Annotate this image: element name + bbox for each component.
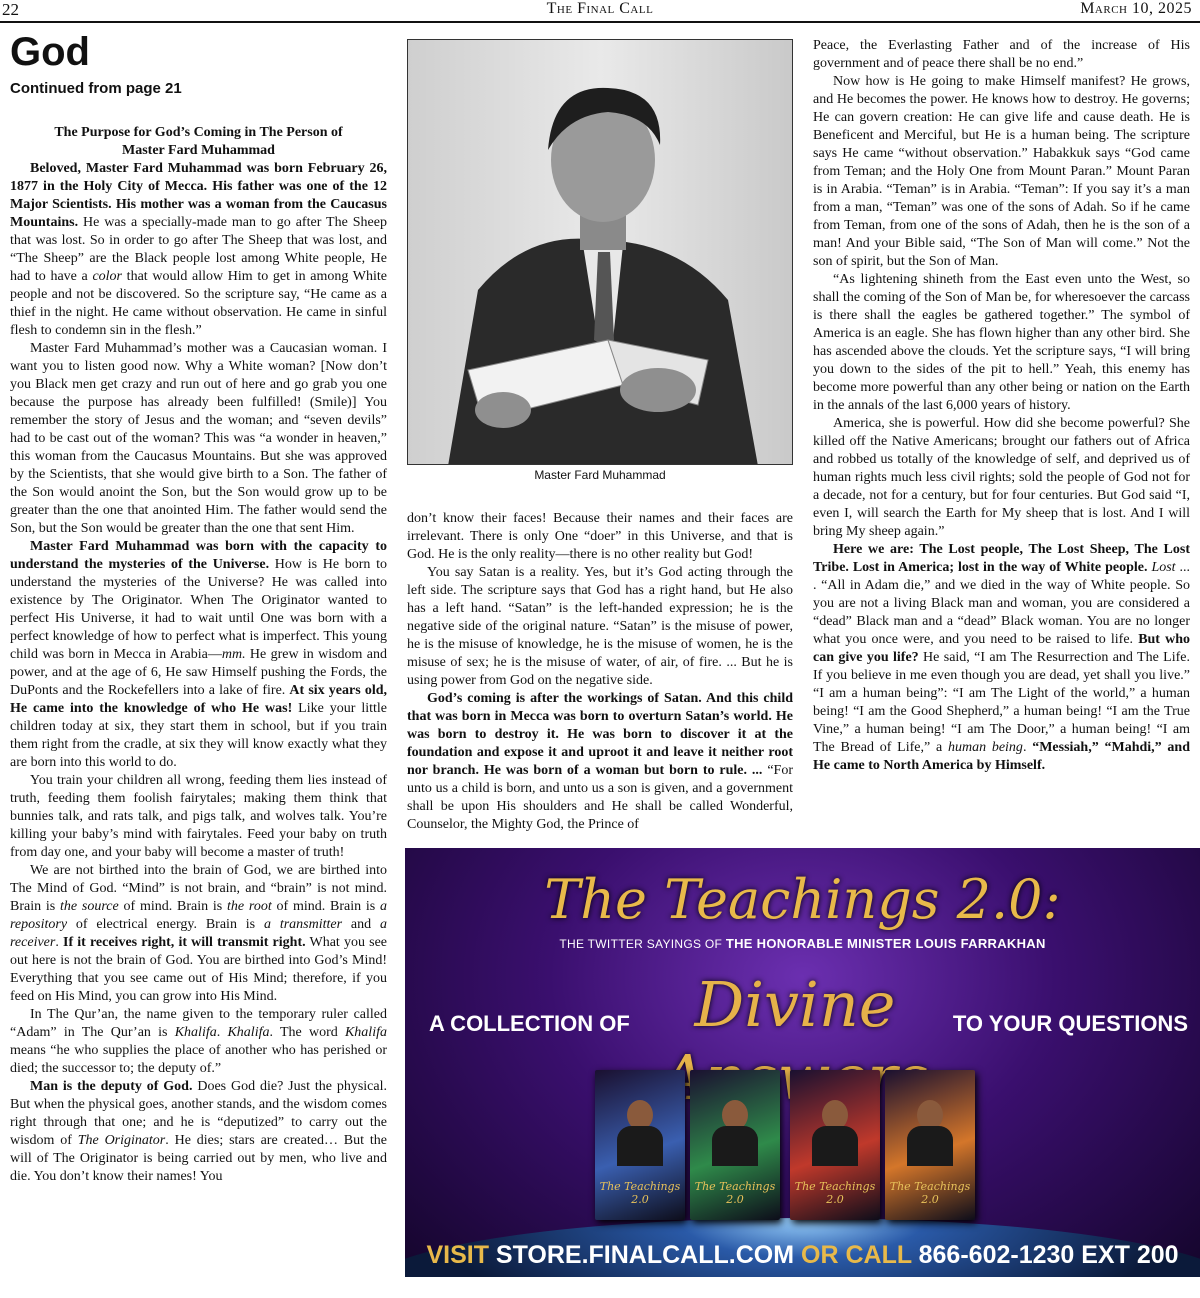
continued-note: Continued from page 21 xyxy=(10,80,182,97)
paragraph: don’t know their faces! Because their names and their faces are irrelevant. There is only One “doer” in this Universe, and that is God. He is the only reality—there is no other reality but God! xyxy=(407,511,793,562)
article-column-3 xyxy=(813,37,1190,775)
paragraph: Peace, the Everlasting Father and of the increase of His government and of peace there shall be no end.” xyxy=(813,38,1190,71)
paragraph: God’s coming is after the workings of Satan. And this child that was born in Mecca was born to overturn Satan’s world. He was born to destroy it. He was born to discover it at the foundation and expose it and uproot it and leave it neither root nor branch. He was born of a woman but born to rule. ... “For unto us a child is born, and unto us a son is given, and a government shall be upon His shoulders and He shall be called Wonderful, Counselor, the Mighty God, the Prince of xyxy=(407,691,793,832)
ad-right-text: TO YOUR QUESTIONS xyxy=(952,1011,1188,1036)
book-cover: The Teachings 2.0 xyxy=(690,1070,780,1220)
page-number: 22 xyxy=(2,0,19,19)
paragraph: Master Fard Muhammad’s mother was a Caucasian woman. I want you to listen good now. Why a White woman? [Now don’t you Black men get crazy and run out of here and go grab you one because the purpose has already been fulfilled! (Smile)] You remember the story of Jesus and the woman; and “seven devils” had to be cast out of the woman? This was “a wonder in heaven,” this woman from the Caucasus Mountains. But she was approved by the Scientists, that she would give birth to a Son. The father of the Son would anoint the Son, but the Son would grow up to be greater than the one that anointed Him. The father would send the Son, but the Son would be greater than the one that sent Him. xyxy=(10,341,387,536)
book-covers xyxy=(595,1070,1015,1228)
paragraph: We are not birthed into the brain of God, we are birthed into The Mind of God. “Mind” is not brain, and “brain” is not mind. Brain is the source of mind. Brain is the root of mind. Brain is a repository of electrical energy. Brain is a transmitter and a receiver. If it receives right, it will transmit right. What you see out here is not the brain of God. You are birthed into God’s Mind! Everything that you see came out of His Mind; therefore, if you feed on His Mind, you can grow into His Mind. xyxy=(10,863,388,1004)
portrait-photo xyxy=(407,39,793,465)
issue-date: March 10, 2025 xyxy=(1080,0,1192,17)
article-column-2 xyxy=(407,510,793,834)
subhead: The Purpose for God’s Coming in The Person of Master Fard Muhammad xyxy=(54,125,343,158)
paragraph: Here we are: The Lost people, The Lost Sheep, The Lost Tribe. Lost in America; lost in the way of White people. Lost ... . “All in Adam die,” and we died in the way of White people. So you are not a living Black man and woman, you are considered a “dead” Black man and a “dead” Black woman. You are no longer what you once were, and you need to be raised to life. But who can give you life? He said, “I am The Resurrection and The Life. If you believe in me even though you are dead, yet shall you live.” “I am a human being”: “I am The Light of the world,” a human being! “I am the Good Shepherd,” a human being! “I am the True Vine,” a human being! “I am The Door,” a human being! “I am The Bread of Life,” a human being. “Messiah,” “Mahdi,” and He came to North America by Himself. xyxy=(813,542,1191,773)
ad-subtitle: THE TWITTER SAYINGS OF THE HONORABLE MINISTER LOUIS FARRAKHAN xyxy=(559,936,1046,951)
paragraph: Beloved, Master Fard Muhammad was born February 26, 1877 in the Holy City of Mecca. His father was one of the 12 Major Scientists. His mother was a woman from the Caucasus Mountains. He was a specially-made man to go after The Sheep that was lost. So in order to go after The Sheep that was lost, and “The Sheep” are the Black people lost among White people, He had to have a color that would allow Him to get in among White people and not be discovered. So the scripture say, “He came as a thief in the night. He came without observation. He came in sinful flesh to condemn sin in the flesh.” xyxy=(10,161,387,338)
book-cover: The Teachings 2.0 xyxy=(790,1070,880,1220)
ad-script-text: Divine xyxy=(694,968,896,1041)
book-cover: The Teachings 2.0 xyxy=(595,1070,685,1220)
paragraph: In The Qur’an, the name given to the temporary ruler called “Adam” in The Qur’an is Khalifa. Khalifa. The word Khalifa means “he who supplies the place of another who has perished or died; the successor to; the deputy of.” xyxy=(10,1007,387,1076)
article-column-1 xyxy=(10,124,387,1186)
ad-title: The Teachings 2.0: xyxy=(544,868,1061,931)
article-headline: God xyxy=(10,30,90,74)
paragraph: America, she is powerful. How did she become powerful? She killed off the Native Americans; brought our fathers out of Africa and robbed us totally of the knowledge of self, and deprived us of human rights much less civil rights; sold the people of God not for a decade, not for a century, but for four centuries. But God said “I, even I, will search the Earth for My sheep that is lost. And I will bring My sheep again.” xyxy=(813,416,1190,539)
paragraph: Man is the deputy of God. Does God die? Just the physical. But when the physical goes, another stands, and the wisdom comes right through that one; and he is “deputized” to carry out the wisdom of The Originator. He dies; stars are created… But the will of The Originator is being carried out by men, who live and die. You don’t know their names! You xyxy=(10,1079,387,1184)
advertisement-banner[interactable] xyxy=(405,848,1200,1277)
book-cover: The Teachings 2.0 xyxy=(885,1070,975,1220)
paragraph: You say Satan is a reality. Yes, but it’s God acting through the left side. The scripture says that God has a right hand, but He also has a left hand. “Satan” is the left-handed expression; he is the negative side of the original nature. “Satan” is the misuse of power, he is the misuse of knowledge, he is the misuse of women, he is the misuse of sex; he is the misuse of water, of air, of fire. ... But he is using power from God on the negative side. xyxy=(407,565,793,688)
portrait-illustration xyxy=(408,40,793,465)
paper-name: The Final Call xyxy=(546,0,654,17)
paragraph: “As lightening shineth from the East even unto the West, so shall the coming of the Son of Man be, for wheresoever the carcass is there shall the eagles be gathered together.” The symbol of America is an eagle. She has flown higher than any other bird. She has ascended above the clouds. Yet the scripture says, “I will bring you down to the sides of the pit to hell.” Yeah, this enemy has become more powerful than any other being or nation on the Earth in the annals of the last 6,000 years of history. xyxy=(813,272,1190,413)
paragraph: Master Fard Muhammad was born with the capacity to understand the mysteries of the Universe. How is He born to understand the mysteries of the Universe? He was called into existence by The Originator. When The Originator wanted to perfect His Universe, it had to wait until One was born with a perfect knowledge of how to perfect what is imperfect. This young child was born in Mecca in Arabia—mm. He grew in wisdom and power, and at the age of 6, He saw Himself pushing the Fords, the DuPonts and the Rockefellers into a lake of fire. At six years old, He came into the knowledge of who He was! Like your little children today at six, they start them in school, but if you train them right from the cradle, at six they will know exactly what they are born into this world to do. xyxy=(10,539,387,770)
ad-call-to-action[interactable]: VISIT STORE.FINALCALL.COM OR CALL 866-602-1230 EXT 200 xyxy=(426,1241,1179,1269)
paragraph: You train your children all wrong, feeding them lies instead of truth, feeding them foolish fairytales; making them think that bunnies talk, and rats talk, and pigs talk, and wolves talk. You’re killing your baby’s mind with fairytales. Feed your baby on truth from day one, and your baby will become a master of truth! xyxy=(10,773,387,860)
masthead xyxy=(0,0,1200,23)
paragraph: Now how is He going to make Himself manifest? He grows, and He becomes the power. He knows how to destroy. He governs; He can govern creation: He can give life and cause death. He is Beneficent and Merciful, but He is a human being. The scripture says He came “without observation.” Habakkuk says “God came from Teman; and the Holy One from Mount Paran.” Mount Paran is in Arabia. “Teman” is in Arabia. “Teman”: If you say it’s a man from a man, “Teman” was one of the sons of Adah. So if he came from Teman, from one of the sons of Adah, then he is the son of a man! And your Bible said, “The Son of Man will come.” Not the son of spirit, but the Son of Man. xyxy=(813,74,1190,269)
photo-caption: Master Fard Muhammad xyxy=(534,468,666,482)
ad-left-text: A COLLECTION OF xyxy=(429,1011,630,1036)
